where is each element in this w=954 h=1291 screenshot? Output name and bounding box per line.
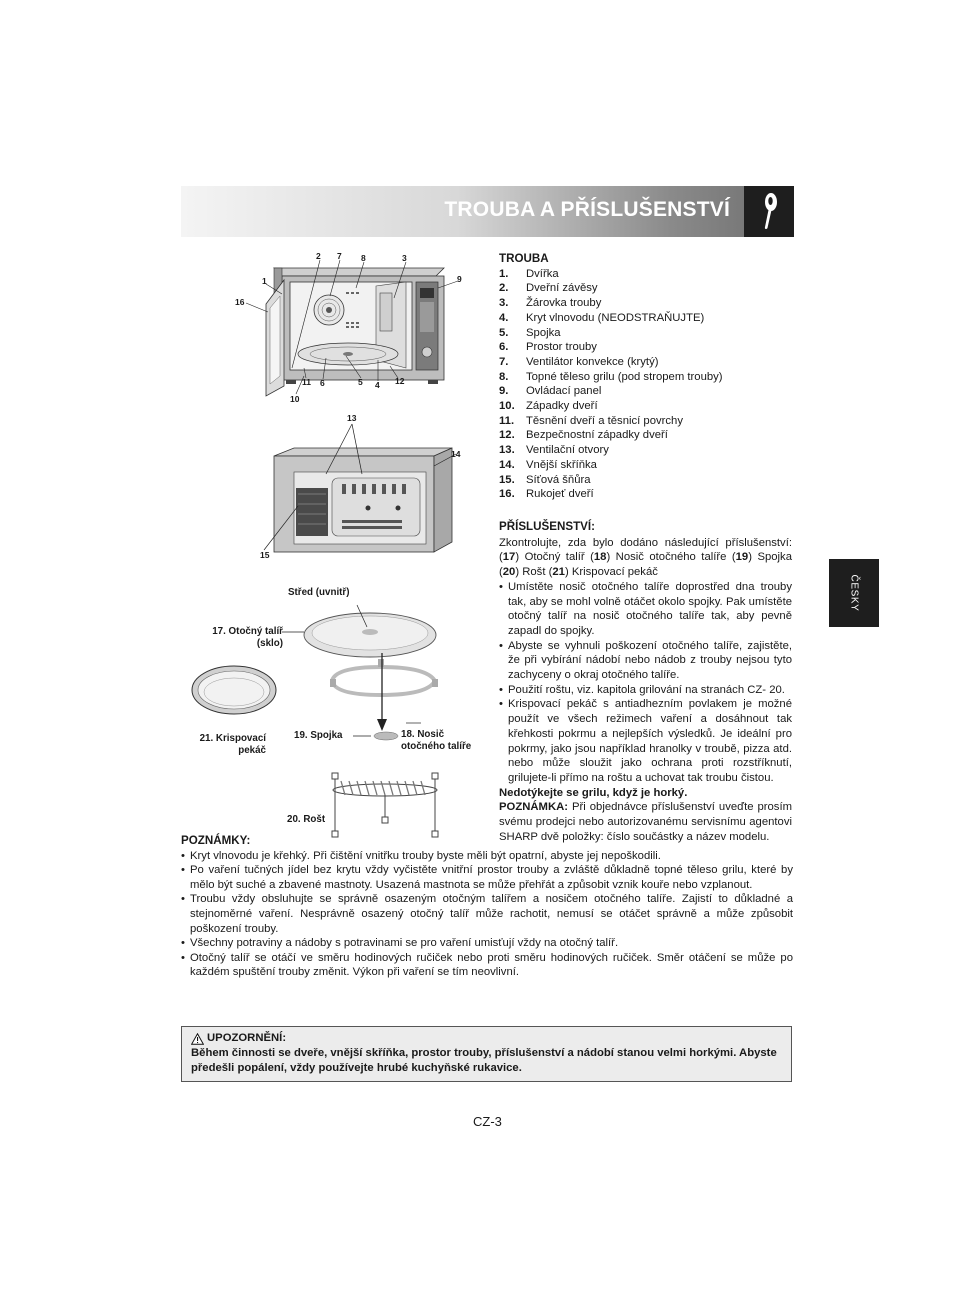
note-item: • Otočný talíř se otáčí ve směru hodinových ručiček nebo proti směru hodinových ručiček. Směr otáčení se může po každém spuštění trouby změnit. Výkon při vaření se tím neovlivní. (181, 951, 793, 980)
accessories-section (499, 520, 792, 844)
list-item: 16. Rukojeť dveří (499, 488, 594, 501)
diagram-label-3: 3 (402, 253, 407, 263)
diagram-label-2: 2 (316, 251, 321, 261)
center-label: Střed (uvnitř) (288, 587, 350, 598)
list-item: 15. Síťová šňůra (499, 473, 591, 486)
list-item: 1. Dvířka (499, 267, 559, 280)
notes-section (181, 834, 793, 980)
accessory-bullet: • Použití roštu, viz. kapitola grilování na stranách CZ- 20. (499, 683, 792, 698)
warning-header (191, 1031, 782, 1046)
diagram-label-7: 7 (337, 251, 342, 261)
list-item: 10. Západky dveří (499, 400, 598, 413)
diagram-label-9: 9 (457, 274, 462, 284)
diagram-label-16: 16 (235, 297, 245, 307)
list-item: 12. Bezpečnostní západky dveří (499, 429, 668, 442)
list-item: 8. Topné těleso grilu (pod stropem trouby) (499, 370, 723, 383)
list-item: 13. Ventilační otvory (499, 444, 609, 457)
note-item: • Po vaření tučných jídel bez krytu vždy vyčistěte vnitřní prostor trouby a zvláště důkladně topné těleso grilu, které by mělo být suché a zbavené mastnoty. Usazená mastnota se může přehřát a způsobit vznik kouře nebo vzplanout. (181, 863, 793, 892)
list-item: 9. Ovládací panel (499, 385, 602, 398)
note-item: • Troubu vždy obsluhujte se správně osazeným otočným talířem a nosičem otočného talíře. Zajistí to důkladné a stejnoměrné vaření. Nesprávně osazený otočný talíř může rachotit, nemusí se otáčet správně a může způsobit poškození trouby. (181, 892, 793, 936)
warning-text: Během činnosti se dveře, vnější skříňka, prostor trouby, příslušenství a nádobí stanou velmi horkými. Abyste předešli popálení, vždy používejte hrubé kuchyňské rukavice. (191, 1047, 777, 1074)
oven-parts-section (499, 252, 799, 502)
accessories-section-title: PŘÍSLUŠENSTVÍ: (499, 520, 595, 533)
accessory-bullet: • Krispovací pekáč s antiadhezním povlakem je možné použít ve všech režimech vaření a dosáhnout tak křehkosti pokrmu a nejlepších výsledků. Je ideální pro pokrmy, jako jsou například hranolky v troubě, pizza atd. nebo může sloužit jako ochrana proti rozstříknutí, grilujete-li přímo na roštu a uchovat tak troubu čistou. (499, 697, 792, 785)
list-item: 14. Vnější skříňka (499, 458, 597, 471)
list-item: 7. Ventilátor konvekce (krytý) (499, 355, 659, 368)
accessory-bullet: • Umístěte nosič otočného talíře doprostřed dna trouby tak, aby se mohl volně otáčet okolo spojky. Pak umístěte otočný talíř na nosič otočného talíře tak, aby pevně zapadl do spojky. (499, 580, 792, 639)
list-item: 5. Spojka (499, 326, 561, 339)
language-tab-label: ČESKY (848, 574, 860, 612)
crisp-pan-label: 21. Krispovací pekáč (199, 733, 266, 756)
diagram-label-1: 1 (262, 276, 267, 286)
diagram-label-12: 12 (395, 376, 405, 386)
turntable-label: 17. Otočný talíř (sklo) (212, 626, 283, 649)
diagram-label-15: 15 (260, 550, 270, 560)
diagram-label-11: 11 (302, 377, 311, 387)
diagram-label-14: 14 (451, 449, 461, 459)
section-header (181, 186, 794, 237)
diagram-label-8: 8 (361, 253, 366, 263)
list-item: 11. Těsnění dveří a těsnicí povrchy (499, 414, 683, 427)
oven-section-title: TROUBA (499, 252, 549, 265)
spoon-icon (744, 186, 794, 237)
list-item: 2. Dveřní závěsy (499, 282, 598, 295)
support-label: 18. Nosič otočného talíře (401, 729, 472, 752)
diagram-label-6: 6 (320, 378, 325, 388)
page-number: CZ-3 (473, 1114, 502, 1129)
rack-label: 20. Rošt (287, 814, 326, 825)
language-tab (829, 559, 879, 627)
oven-front-diagram (230, 248, 470, 408)
diagram-label-10: 10 (290, 394, 300, 404)
notes-title: POZNÁMKY: (181, 834, 251, 847)
list-item: 4. Kryt vlnovodu (NEODSTRAŇUJTE) (499, 311, 705, 324)
warning-title: UPOZORNĚNÍ: (207, 1032, 287, 1044)
list-item: 3. Žárovka trouby (499, 297, 602, 310)
oven-back-diagram (256, 410, 476, 560)
diagram-label-5: 5 (358, 377, 363, 387)
header-icon-box (744, 186, 794, 237)
accessory-note: POZNÁMKA: Při objednávce příslušenství uveďte prosím svému prodejci nebo autorizovanému servisnímu agentovi SHARP dvě položky: číslo součástky a název modelu. (499, 801, 792, 843)
note-item: • Kryt vlnovodu je křehký. Při čištění vnitřku trouby byste měli být opatrní, abyste jej nepoškodili. (181, 849, 793, 864)
page-title: TROUBA A PŘÍSLUŠENSTVÍ (444, 198, 730, 221)
note-item: • Všechny potraviny a nádoby s potravinami se pro vaření umisťují vždy na otočný talíř. (181, 936, 793, 951)
coupler-label: 19. Spojka (294, 730, 343, 741)
diagram-label-4: 4 (375, 380, 380, 390)
warning-box (181, 1026, 792, 1082)
accessory-bullet: • Abyste se vyhnuli poškození otočného talíře, zajistěte, že při vybírání nádobí nebo nádob z trouby nejsou tyto zachyceny o okraj otočného talíře. (499, 639, 792, 683)
warning-triangle-icon (191, 1033, 204, 1045)
accessories-intro: Zkontrolujte, zda bylo dodáno následující příslušenství: (17) Otočný talíř (18) Nosič otočného talíře (19) Spojka (20) Rošt (21) Krispovací pekáč (499, 536, 792, 579)
list-item: 6. Prostor trouby (499, 341, 597, 354)
diagram-label-13: 13 (347, 413, 357, 423)
grill-warning: Nedotýkejte se grilu, když je horký. (499, 786, 688, 799)
oven-parts-list (499, 267, 799, 502)
